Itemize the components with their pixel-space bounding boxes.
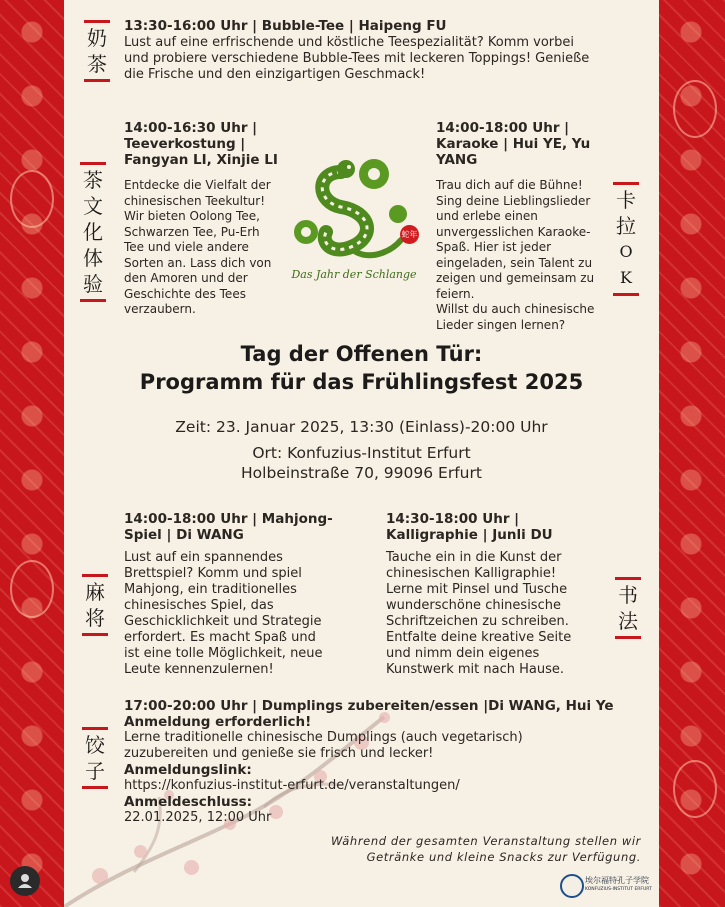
dumplings-section (124, 698, 654, 826)
dumplings-description-line1: Lerne traditionelle chinesische Dumplings (auch vegetarisch) (124, 730, 523, 745)
avatar-button[interactable] (10, 866, 40, 896)
logo-zh-text: 埃尔福特孔子学院 (585, 876, 649, 885)
zh-label-calligraphy: 书 法 (613, 575, 643, 641)
karaoke-heading: 14:00-18:00 Uhr | Karaoke | Hui YE, Yu YANG (436, 120, 591, 168)
tea-tasting-heading: 14:00-16:30 Uhr | Teeverkostung | Fangyan LI, Xinjie LI (124, 120, 278, 168)
event-title-line2: Programm für das Frühlingsfest 2025 (139, 370, 584, 394)
lantern-icon (10, 170, 54, 228)
calligraphy-description: Tauche ein in die Kunst der chinesischen Kalligraphie! Lerne mit Pinsel und Tusche wunderschöne chinesische Schriftzeichen zu schreiben. Entfalte deine kreative Seite und nimm dein eigenes Kunstwerk mit nach Hause. (386, 550, 572, 677)
year-seal: 蛇年 (400, 225, 419, 244)
zh-label-dumplings: 饺 子 (80, 725, 110, 791)
left-decorative-border (0, 0, 64, 907)
zh-label-tea-culture: 茶 文 化 体 验 (78, 160, 108, 304)
dumplings-description-line2: zuzubereiten und genieße sie frisch und lecker! (124, 746, 434, 761)
zh-label-karaoke: 卡 拉 O K (611, 180, 641, 298)
registration-link[interactable]: https://konfuzius-institut-erfurt.de/veranstaltungen/ (124, 778, 460, 793)
lantern-icon (673, 760, 717, 818)
user-avatar-icon (10, 866, 40, 896)
zh-label-mahjong: 麻 将 (80, 572, 110, 638)
right-decorative-border (659, 0, 725, 907)
year-of-snake-illustration (286, 152, 421, 290)
zh-label-bubble-tea: 奶 茶 (82, 18, 112, 84)
mahjong-heading: 14:00-18:00 Uhr | Mahjong- Spiel | Di WANG (124, 511, 333, 543)
closing-note: Während der gesamten Veranstaltung stellen wir Getränke und kleine Snacks zur Verfügung. (330, 834, 641, 864)
lantern-icon (10, 560, 54, 618)
bubble-tea-heading: 13:30-16:00 Uhr | Bubble-Tee | Haipeng FU (124, 18, 447, 34)
event-place-line1: Ort: Konfuzius-Institut Erfurt (252, 444, 471, 462)
calligraphy-heading: 14:30-18:00 Uhr | Kalligraphie | Junli DU (386, 511, 553, 543)
institute-logo (560, 872, 650, 898)
registration-deadline: 22.01.2025, 12:00 Uhr (124, 810, 272, 825)
karaoke-description: Trau dich auf die Bühne! Sing deine Lieblingslieder und erlebe einen unvergesslichen Karaoke- Spaß. Hier ist jeder eingeladen, sein Talent zu zeigen und gemeinsam zu feiern. Willst du auch chinesische Lieder singen lernen? (436, 178, 595, 332)
tea-tasting-description: Entdecke die Vielfalt der chinesischen Teekultur! Wir bieten Oolong Tee, Schwarzen Tee, Pu-Erh Tee und viele andere Sorten an. Lass dich von den Amoren und der Geschichte des Tees verzaubern. (124, 178, 272, 316)
event-title-line1: Tag der Offenen Tür: (240, 342, 483, 366)
snake-caption: Das Jahr der Schlange (291, 268, 417, 281)
institute-emblem-icon (560, 874, 584, 898)
registration-link-label: Anmeldungslink: (124, 762, 252, 778)
flyer-page (64, 0, 659, 907)
event-time: Zeit: 23. Januar 2025, 13:30 (Einlass)-20:00 Uhr (175, 418, 548, 436)
mahjong-description: Lust auf ein spannendes Brettspiel? Komm und spiel Mahjong, ein traditionelles chinesisches Spiel, das Geschicklichkeit und Strategie erfordert. Es macht Spaß und ist eine tolle Möglichkeit, neue Leute kennenzulernen! (124, 550, 323, 677)
bubble-tea-description: Lust auf eine erfrischende und köstliche Teespezialität? Komm vorbei und probiere verschiedene Bubble-Tees mit leckeren Toppings! Genieße die Frische und den einzigartigen Geschmack! (124, 35, 590, 82)
snake-papercut-icon (286, 152, 421, 267)
logo-en-text: KONFUZIUS-INSTITUT ERFURT (585, 887, 652, 892)
registration-deadline-label: Anmeldeschluss: (124, 794, 253, 810)
dumplings-heading: 17:00-20:00 Uhr | Dumplings zubereiten/essen |Di WANG, Hui Ye (124, 698, 614, 714)
registration-required: Anmeldung erforderlich! (124, 714, 312, 730)
event-place-line2: Holbeinstraße 70, 99096 Erfurt (241, 464, 482, 482)
lantern-icon (673, 80, 717, 138)
